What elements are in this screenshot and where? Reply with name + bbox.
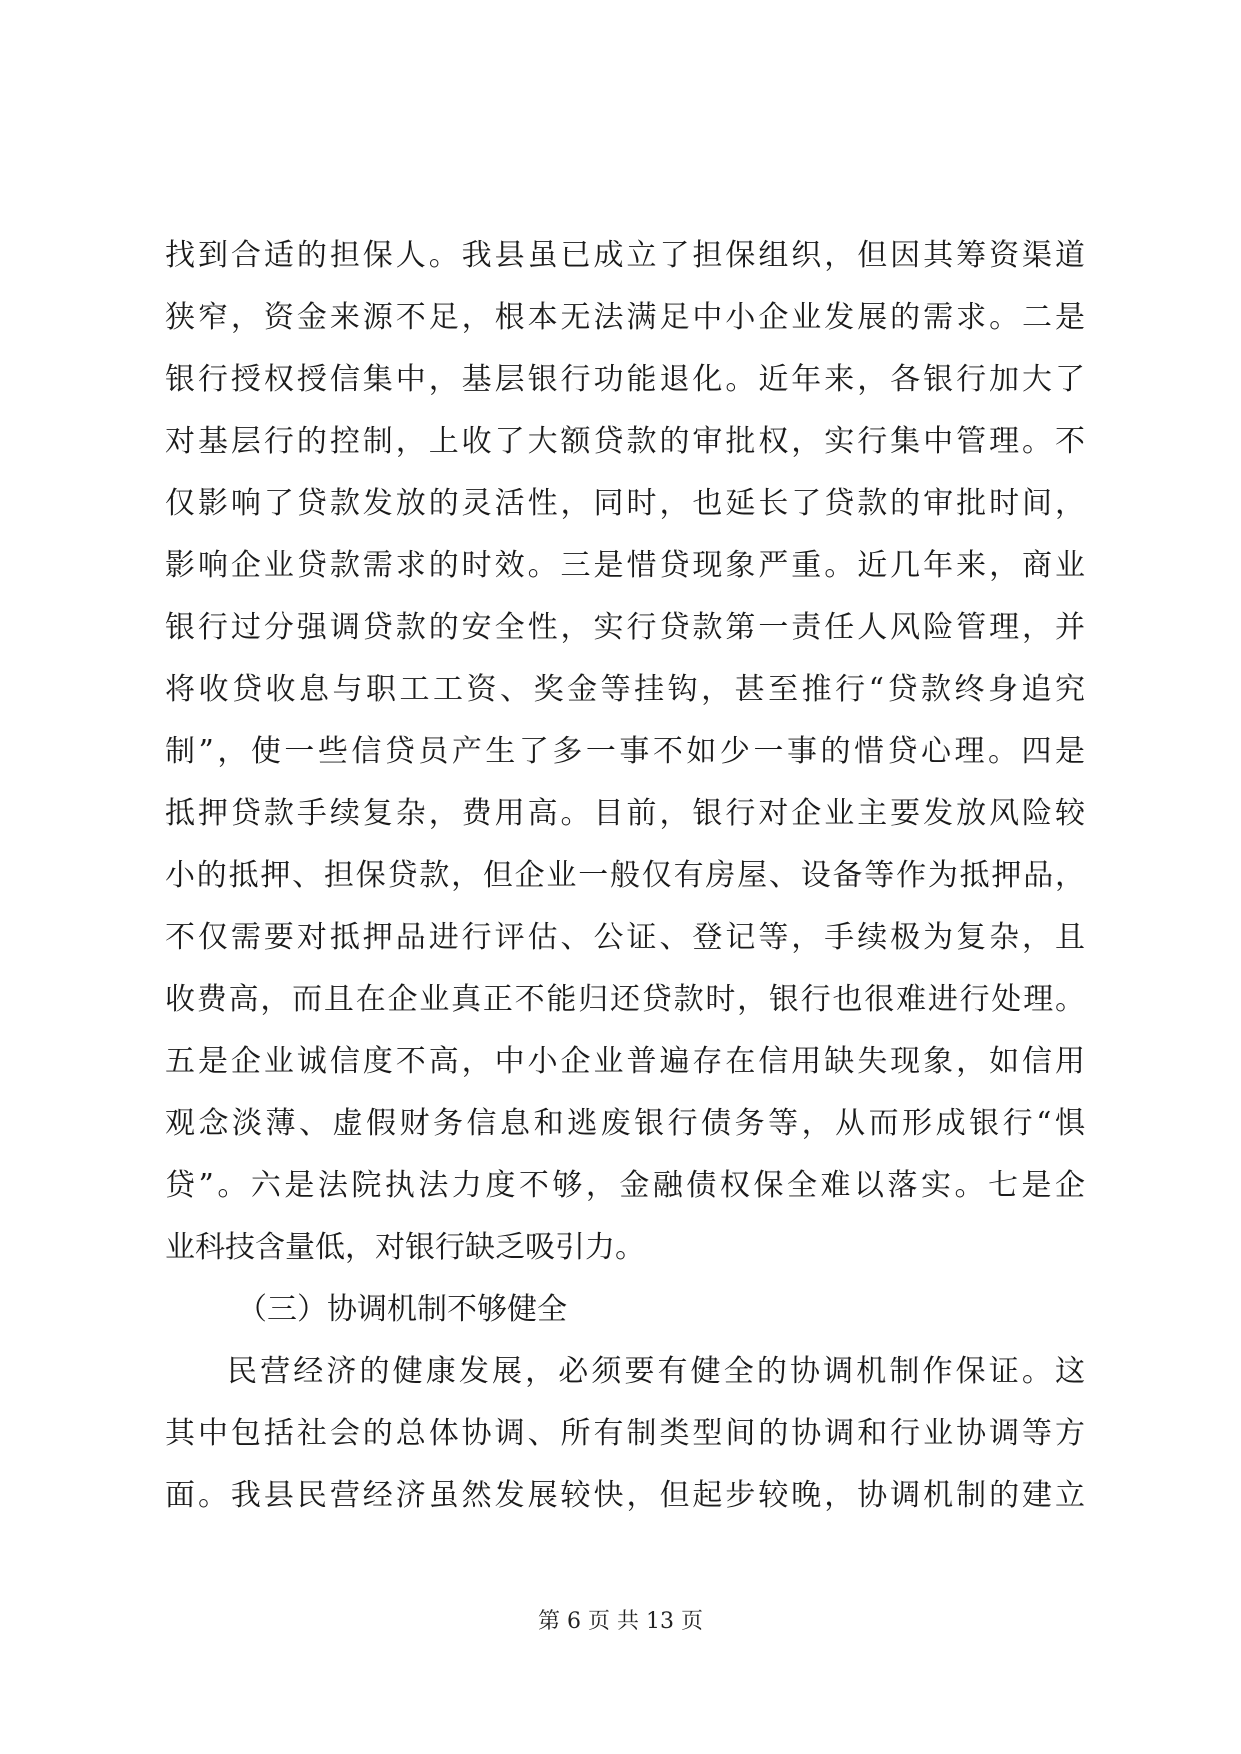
body-line: 观念淡薄、虚假财务信息和逃废银行债务等，从而形成银行“惧 bbox=[165, 1106, 1085, 1141]
body-line: 抵押贷款手续复杂，费用高。目前，银行对企业主要发放风险较 bbox=[165, 796, 1085, 831]
section-line: 面。我县民营经济虽然发展较快，但起步较晚，协调机制的建立 bbox=[165, 1478, 1085, 1513]
body-line: 银行过分强调贷款的安全性，实行贷款第一责任人风险管理，并 bbox=[165, 610, 1085, 645]
body-line: 仅影响了贷款发放的灵活性，同时，也延长了贷款的审批时间， bbox=[165, 486, 1085, 521]
body-line: 收费高，而且在企业真正不能归还贷款时，银行也很难进行处理。 bbox=[165, 982, 1085, 1017]
document-body bbox=[165, 225, 1085, 1527]
body-line: 找到合适的担保人。我县虽已成立了担保组织，但因其筹资渠道 bbox=[165, 238, 1085, 273]
body-line: 小的抵押、担保贷款，但企业一般仅有房屋、设备等作为抵押品， bbox=[165, 858, 1085, 893]
body-line: 业科技含量低，对银行缺乏吸引力。 bbox=[165, 1230, 645, 1265]
body-line: 五是企业诚信度不高，中小企业普遍存在信用缺失现象，如信用 bbox=[165, 1044, 1085, 1079]
body-line: 贷”。六是法院执法力度不够，金融债权保全难以落实。七是企 bbox=[165, 1168, 1085, 1203]
body-line: 影响企业贷款需求的时效。三是惜贷现象严重。近几年来，商业 bbox=[165, 548, 1085, 583]
section-line: 其中包括社会的总体协调、所有制类型间的协调和行业协调等方 bbox=[165, 1416, 1085, 1451]
body-line: 狭窄，资金来源不足，根本无法满足中小企业发展的需求。二是 bbox=[165, 300, 1085, 335]
body-line: 银行授权授信集中，基层银行功能退化。近年来，各银行加大了 bbox=[165, 362, 1085, 397]
body-line: 制”，使一些信贷员产生了多一事不如少一事的惜贷心理。四是 bbox=[165, 734, 1085, 769]
body-line: 对基层行的控制，上收了大额贷款的审批权，实行集中管理。不 bbox=[165, 424, 1085, 459]
section-line: 民营经济的健康发展，必须要有健全的协调机制作保证。这 bbox=[227, 1354, 1085, 1389]
body-line: 将收贷收息与职工工资、奖金等挂钩，甚至推行“贷款终身追究 bbox=[165, 672, 1085, 707]
body-line: 不仅需要对抵押品进行评估、公证、登记等，手续极为复杂，且 bbox=[165, 920, 1085, 955]
section-heading: （三）协调机制不够健全 bbox=[237, 1292, 567, 1327]
page-number-footer: 第 6 页 共 13 页 bbox=[538, 1609, 703, 1634]
